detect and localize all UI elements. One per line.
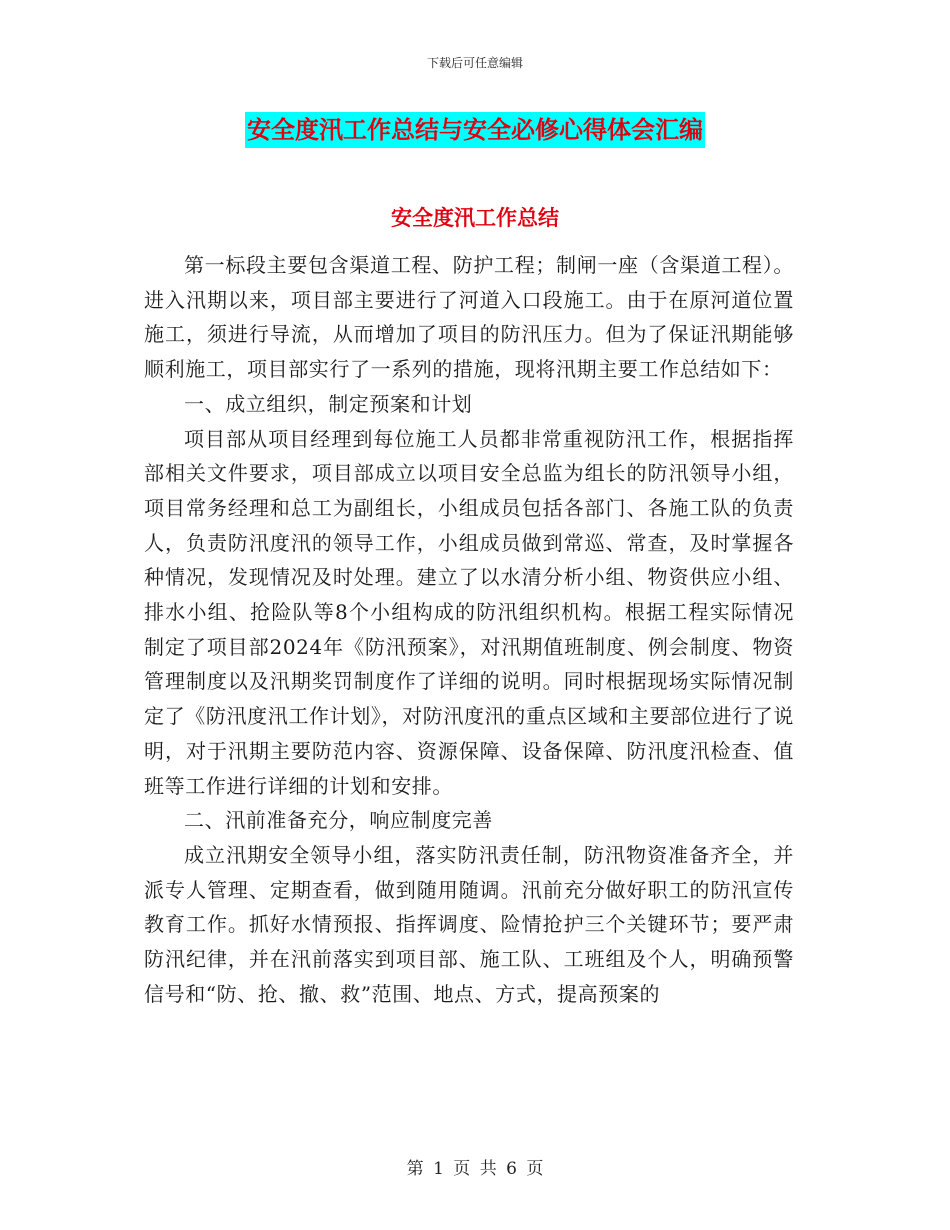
main-title: 安全度汛工作总结与安全必修心得体会汇编 <box>245 112 705 148</box>
document-body <box>144 248 794 1011</box>
page-footer: 第 1 页 共 6 页 <box>406 1159 544 1179</box>
header-note: 下载后可任意编辑 <box>426 56 523 70</box>
paragraph-preparation: 成立汛期安全领导小组，落实防汛责任制，防汛物资准备齐全，并派专人管理、定期查看，做到随用随调。汛前充分做好职工的防汛宣传教育工作。抓好水情预报、指挥调度、险情抢护三个关键环节；要严肃防汛纪律，并在汛前落实到项目部、施工队、工班组及个人，明确预警信号和“防、抢、撤、救”范围、地点、方式，提高预案的 <box>144 842 794 1006</box>
paragraph-intro: 第一标段主要包含渠道工程、防护工程；制闸一座（含渠道工程）。进入汛期以来，项目部主要进行了河道入口段施工。由于在原河道位置施工，须进行导流，从而增加了项目的防汛压力。但为了保证汛期能够顺利施工，项目部实行了一系列的措施，现将汛期主要工作总结如下： <box>144 253 794 382</box>
paragraph-organization: 项目部从项目经理到每位施工人员都非常重视防汛工作，根据指挥部相关文件要求，项目部成立以项目安全总监为组长的防汛领导小组，项目常务经理和总工为副组长，小组成员包括各部门、各施工队的负责人，负责防汛度汛的领导工作，小组成员做到常巡、常查，及时掌握各种情况，发现情况及时处理。建立了以水清分析小组、物资供应小组、排水小组、抢险队等8个小组构成的防汛组织机构。根据工程实际情况制定了项目部2024年《防汛预案》，对汛期值班制度、例会制度、物资管理制度以及汛期奖罚制度作了详细的说明。同时根据现场实际情况制定了《防汛度汛工作计划》，对防汛度汛的重点区域和主要部位进行了说明，对于汛期主要防范内容、资源保障、设备保障、防汛度汛检查、值班等工作进行详细的计划和安排。 <box>144 426 794 798</box>
section-title: 安全度汛工作总结 <box>391 206 559 230</box>
main-title-wrapper <box>0 112 950 148</box>
heading-two: 二、汛前准备充分，响应制度完善 <box>184 808 493 833</box>
heading-one: 一、成立组织，制定预案和计划 <box>184 391 473 416</box>
